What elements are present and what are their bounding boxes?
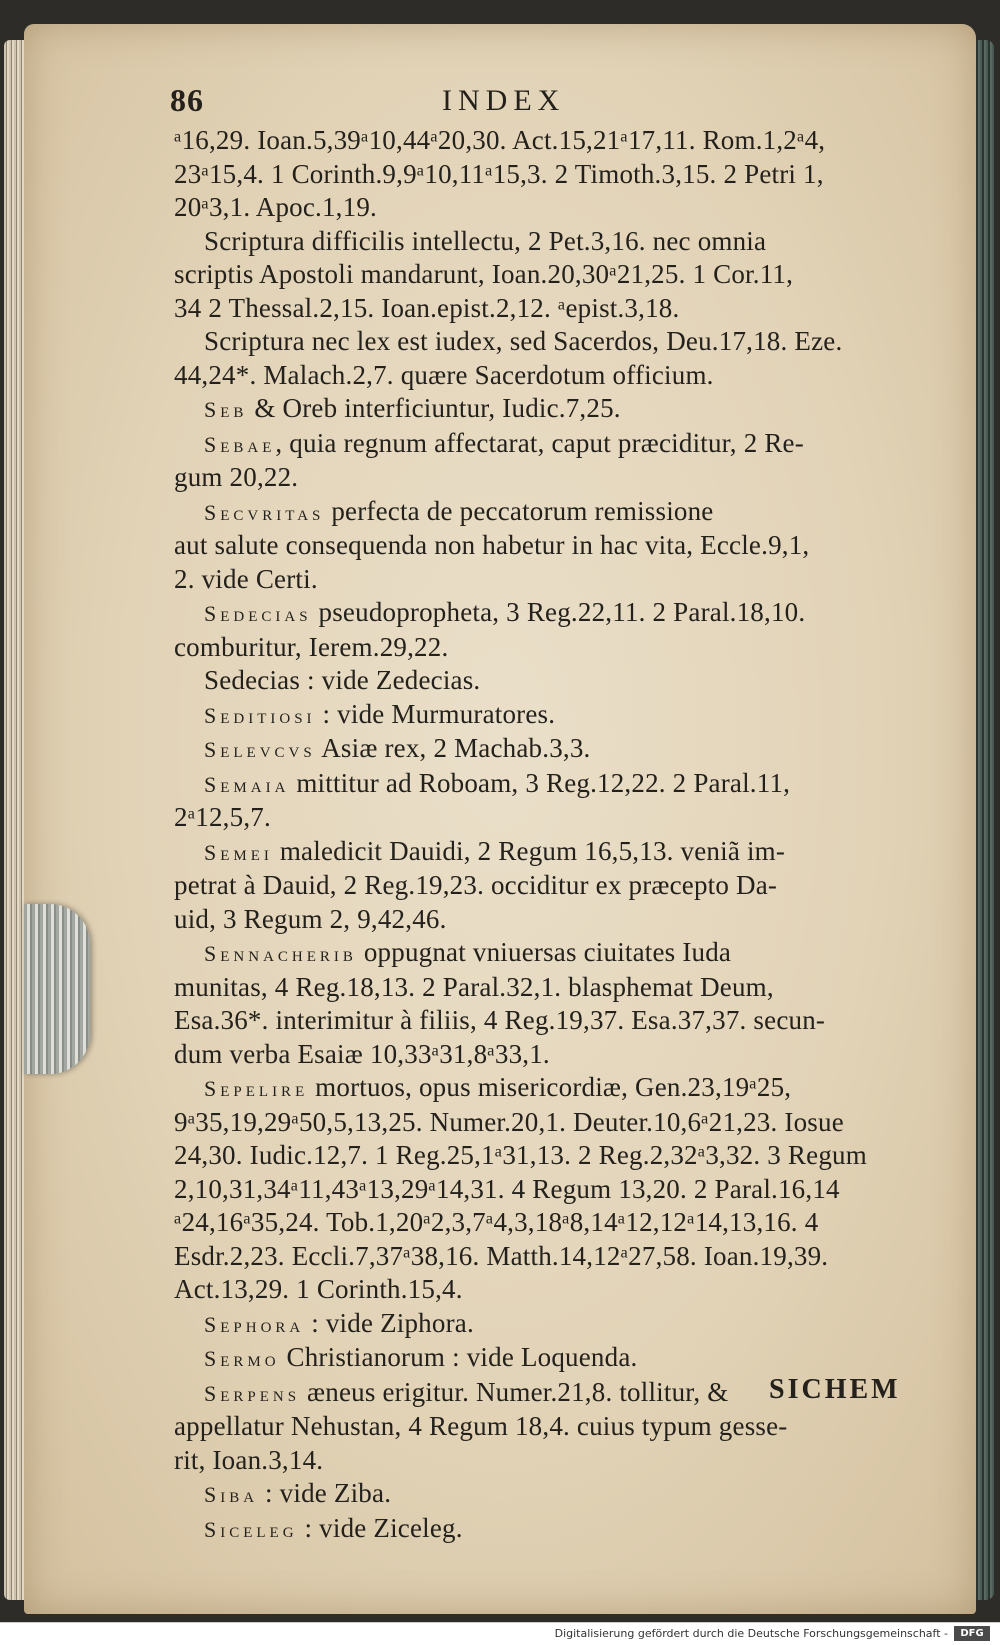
- index-line: [174, 869, 904, 903]
- line-text: 2. vide Certi.: [174, 563, 318, 594]
- line-text: ᵃ24,16ᵃ35,24. Tob.1,20ᵃ2,3,7ᵃ4,3,18ᵃ8,14ᵃ12,12ᵃ14,13,16. 4: [174, 1207, 819, 1237]
- index-line: [174, 1139, 904, 1173]
- entry-headword: Sermo: [204, 1346, 280, 1371]
- line-text: mortuos, opus misericordiæ, Gen.23,19ᵃ25,: [308, 1072, 792, 1102]
- line-text: rit, Ioan.3,14.: [174, 1444, 324, 1475]
- index-line: [174, 1273, 904, 1307]
- line-text: : vide Ziceleg.: [297, 1512, 463, 1543]
- index-entry-line: [174, 936, 904, 971]
- line-text: 2,10,31,34ᵃ11,43ᵃ13,29ᵃ14,31. 4 Regum 13,20. 2 Paral.16,14: [174, 1173, 840, 1204]
- entry-headword: Semaia: [204, 771, 290, 797]
- index-line: [174, 903, 904, 937]
- line-text: : vide Ziba.: [258, 1478, 392, 1508]
- index-line: [174, 1206, 904, 1240]
- line-text: Asiæ rex, 2 Machab.3,3.: [315, 733, 591, 763]
- entry-headword: Seditiosi: [204, 702, 316, 728]
- index-entry-line: [174, 596, 904, 631]
- index-line: [174, 1444, 904, 1478]
- index-entry-line: [174, 767, 904, 802]
- line-text: munitas, 4 Reg.18,13. 2 Paral.32,1. blasphemat Deum,: [174, 971, 774, 1002]
- line-text: 34 2 Thessal.2,15. Ioan.epist.2,12. ᵃepist.3,18.: [174, 292, 680, 323]
- line-text: maledicit Dauidi, 2 Regum 16,5,13. veniã im-: [272, 835, 786, 866]
- line-text: : vide Murmuratores.: [315, 698, 556, 729]
- line-text: appellatur Nehustan, 4 Regum 18,4. cuius typum gesse-: [174, 1411, 788, 1441]
- index-line: [174, 1410, 904, 1444]
- index-entry-line: [174, 664, 904, 698]
- line-text: 24,30. Iudic.12,7. 1 Reg.25,1ᵃ31,13. 2 Reg.2,32ᵃ3,32. 3 Regum: [174, 1140, 867, 1170]
- funding-credit: Digitalisierung gefördert durch die Deutsche Forschungsgemeinschaft -: [554, 1627, 948, 1640]
- line-text: 44,24*. Malach.2,7. quære Sacerdotum officium.: [174, 359, 714, 390]
- entry-headword: Siceleg: [204, 1516, 298, 1542]
- index-line: [174, 631, 904, 665]
- line-text: 2ᵃ12,5,7.: [174, 802, 271, 832]
- line-text: 9ᵃ35,19,29ᵃ50,5,13,25. Numer.20,1. Deuter.10,6ᵃ21,23. Iosue: [174, 1106, 844, 1137]
- index-line: [174, 529, 904, 563]
- line-text: petrat à Dauid, 2 Reg.19,23. occiditur ex præcepto Da-: [174, 870, 778, 900]
- index-line: [174, 158, 904, 192]
- index-line: [174, 801, 904, 835]
- line-text: & Oreb interficiuntur, Iudic.7,25.: [247, 393, 621, 423]
- index-line: [174, 461, 904, 495]
- index-entry-line: [174, 427, 904, 462]
- index-line: [174, 124, 904, 158]
- entry-headword: Serpens: [204, 1380, 301, 1406]
- line-text: gum 20,22.: [174, 462, 299, 492]
- index-entry-line: [174, 732, 904, 767]
- entry-headword: Sennacherib: [204, 941, 357, 966]
- entry-headword: Sephora: [204, 1311, 305, 1337]
- line-text: Esa.36*. interimitur à filiis, 4 Reg.19,37. Esa.37,37. secun-: [174, 1005, 826, 1035]
- book-page: [24, 24, 976, 1614]
- entry-headword: Sedecias: [204, 601, 312, 626]
- line-text: uid, 3 Regum 2, 9,42,46.: [174, 903, 447, 934]
- running-title: INDEX: [442, 84, 566, 117]
- index-entry-line: [174, 1071, 904, 1106]
- index-entry-line: [174, 1477, 904, 1512]
- line-text: scriptis Apostoli mandarunt, Ioan.20,30ᵃ21,25. 1 Cor.11,: [174, 259, 794, 289]
- index-line: [174, 971, 904, 1005]
- line-text: comburitur, Ierem.29,22.: [174, 631, 449, 662]
- entry-headword: Selevcvs: [204, 737, 316, 762]
- line-text: oppugnat vniuersas ciuitates Iuda: [356, 937, 732, 967]
- dfg-logo: DFG: [954, 1626, 990, 1641]
- index-entry-line: [174, 495, 904, 530]
- index-entry-line: [174, 1307, 904, 1342]
- line-text: Christianorum : vide Loquenda.: [279, 1342, 638, 1372]
- index-entry-line: [174, 325, 904, 359]
- index-entry-line: [174, 392, 904, 427]
- index-line: [174, 1038, 904, 1072]
- line-text: æneus erigitur. Numer.21,8. tollitur, &: [300, 1376, 729, 1407]
- index-line: [174, 1106, 904, 1140]
- index-line: [174, 1004, 904, 1038]
- line-text: dum verba Esaiæ 10,33ᵃ31,8ᵃ33,1.: [174, 1038, 550, 1069]
- index-line: [174, 258, 904, 292]
- line-text: : vide Ziphora.: [304, 1307, 474, 1338]
- index-entry-line: [174, 225, 904, 259]
- entry-headword: Siba: [204, 1482, 259, 1507]
- index-line: [174, 191, 904, 225]
- index-entry-line: [174, 1341, 904, 1376]
- line-text: ᵃ16,29. Ioan.5,39ᵃ10,44ᵃ20,30. Act.15,21ᵃ17,11. Rom.1,2ᵃ4,: [174, 125, 826, 155]
- index-line: [174, 359, 904, 393]
- line-text: mittitur ad Roboam, 3 Reg.12,22. 2 Paral.11,: [289, 767, 791, 798]
- index-line: [174, 1173, 904, 1207]
- index-text-block: [170, 82, 904, 1546]
- index-line: [174, 563, 904, 597]
- index-entry-line: [174, 1512, 904, 1547]
- page-number: 86: [170, 82, 204, 118]
- index-line: [174, 1240, 904, 1274]
- page-stack-left-edge: [4, 40, 26, 1600]
- entry-headword: Seb: [204, 397, 248, 422]
- footer-bar: [0, 1622, 1000, 1645]
- line-text: Scriptura nec lex est iudex, sed Sacerdos, Deu.17,18. Eze.: [204, 326, 843, 356]
- index-line: [174, 292, 904, 326]
- line-text: Sedecias : vide Zedecias.: [204, 665, 481, 695]
- line-text: Scriptura difficilis intellectu, 2 Pet.3,16. nec omnia: [204, 225, 767, 256]
- page-clip: [24, 904, 90, 1074]
- line-text: 23ᵃ15,4. 1 Corinth.9,9ᵃ10,11ᵃ15,3. 2 Timoth.3,15. 2 Petri 1,: [174, 158, 824, 189]
- line-text: Esdr.2,23. Eccli.7,37ᵃ38,16. Matth.14,12ᵃ27,58. Ioan.19,39.: [174, 1240, 829, 1271]
- line-text: , quia regnum affectarat, caput præciditur, 2 Re-: [275, 427, 804, 458]
- index-entry-line: [174, 835, 904, 870]
- line-text: 20ᵃ3,1. Apoc.1,19.: [174, 192, 377, 222]
- catchword: SICHEM: [769, 1374, 901, 1405]
- entry-headword: Sepelire: [204, 1076, 309, 1101]
- entry-headword: Semei: [204, 839, 273, 865]
- entry-headword: Sebae: [204, 431, 276, 457]
- line-text: pseudopropheta, 3 Reg.22,11. 2 Paral.18,10.: [311, 597, 806, 627]
- line-text: Act.13,29. 1 Corinth.15,4.: [174, 1274, 463, 1304]
- index-entry-line: [174, 698, 904, 733]
- entry-headword: Secvritas: [204, 499, 325, 525]
- line-text: aut salute consequenda non habetur in hac vita, Eccle.9,1,: [174, 530, 810, 560]
- page-header: [170, 82, 904, 124]
- index-lines: [174, 124, 904, 1546]
- line-text: perfecta de peccatorum remissione: [324, 495, 714, 526]
